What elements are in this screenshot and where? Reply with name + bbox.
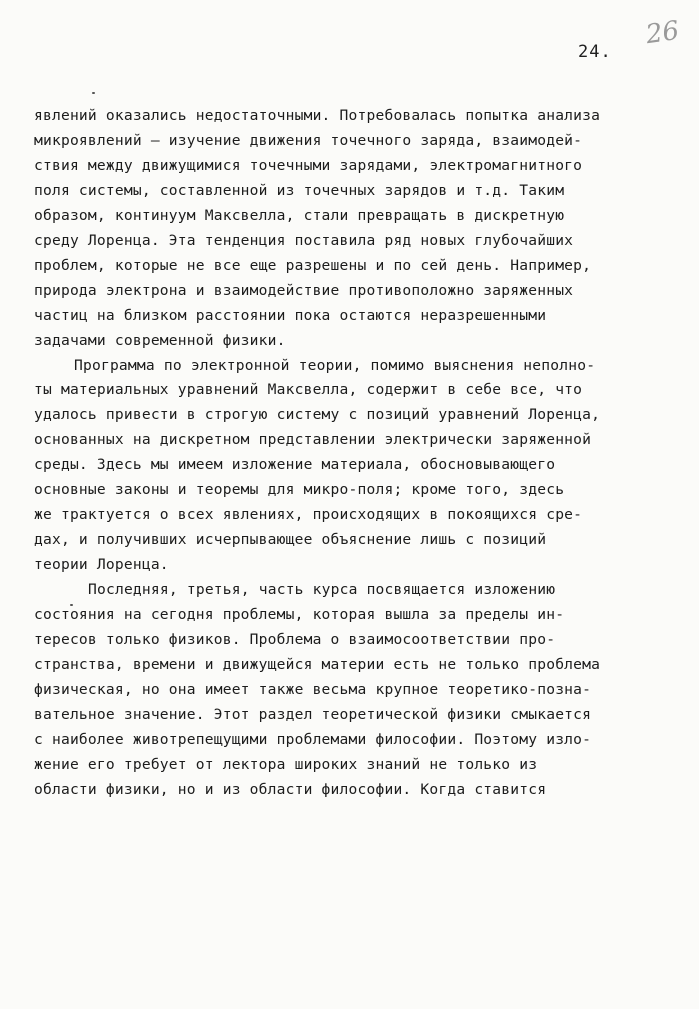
page-number: 24. [578, 42, 612, 62]
text-line: теории Лоренца. [34, 556, 169, 574]
text-line: странства, времени и движущейся материи есть не только проблема [34, 655, 601, 673]
paragraph-start-line: Последняя, третья, часть курса посвящается изложению [88, 581, 556, 599]
text-line: жение его требует от лектора широких знаний не только из [34, 755, 538, 773]
text-line: с наиболее животрепещущими проблемами философии. Поэтому изло- [34, 730, 592, 748]
text-line: тересов только физиков. Проблема о взаимосоответствии про- [34, 631, 556, 649]
text-line: ты материальных уравнений Максвелла, содержит в себе все, что [34, 381, 583, 399]
text-line: природа электрона и взаимодействие противоположно заряженных [34, 281, 574, 299]
text-line: частиц на близком расстоянии пока остаются неразрешенными [34, 306, 547, 324]
text-line: явлений оказались недостаточными. Потребовалась попытка анализа [34, 107, 601, 124]
text-line: проблем, которые не все еще разрешены и по сей день. Например, [34, 256, 592, 274]
text-line: области физики, но и из области философии. Когда ставится [34, 780, 547, 798]
text-line: среды. Здесь мы имеем изложение материала, обосновывающего [34, 456, 556, 474]
text-line: дах, и получивших исчерпывающее объяснение лишь с позиций [34, 531, 547, 549]
text-line: поля системы, составленной из точечных зарядов и т.д. Таким [34, 181, 565, 199]
paragraph-start-line: Программа по электронной теории, помимо выяснения неполно- [74, 356, 596, 374]
body-text [34, 104, 694, 803]
text-line: физическая, но она имеет также весьма крупное теоретико-позна- [34, 680, 592, 698]
text-line: ствия между движущимися точечными зарядами, электромагнитного [34, 156, 583, 174]
text-line: образом, континуум Максвелла, стали превращать в дискретную [34, 206, 565, 224]
text-line: среду Лоренца. Эта тенденция поставила ряд новых глубочайших [34, 231, 574, 249]
text-line: состояния на сегодня проблемы, которая вышла за пределы ин- [34, 606, 565, 624]
text-line: микроявлений – изучение движения точечного заряда, взаимодей- [34, 131, 583, 149]
text-line: основные законы и теоремы для микро-поля; кроме того, здесь [34, 481, 565, 499]
pencil-page-mark: 26 [644, 15, 682, 51]
text-line: основанных на дискретном представлении электрически заряженной [34, 431, 592, 449]
text-line: вательное значение. Этот раздел теоретической физики смыкается [34, 705, 592, 723]
paper-speck [92, 92, 95, 94]
text-line: же трактуется о всех явлениях, происходящих в покоящихся сре- [34, 506, 583, 524]
text-line: задачами современной физики. [34, 331, 286, 349]
text-line: удалось привести в строгую систему с позиций уравнений Лоренца, [34, 406, 601, 424]
